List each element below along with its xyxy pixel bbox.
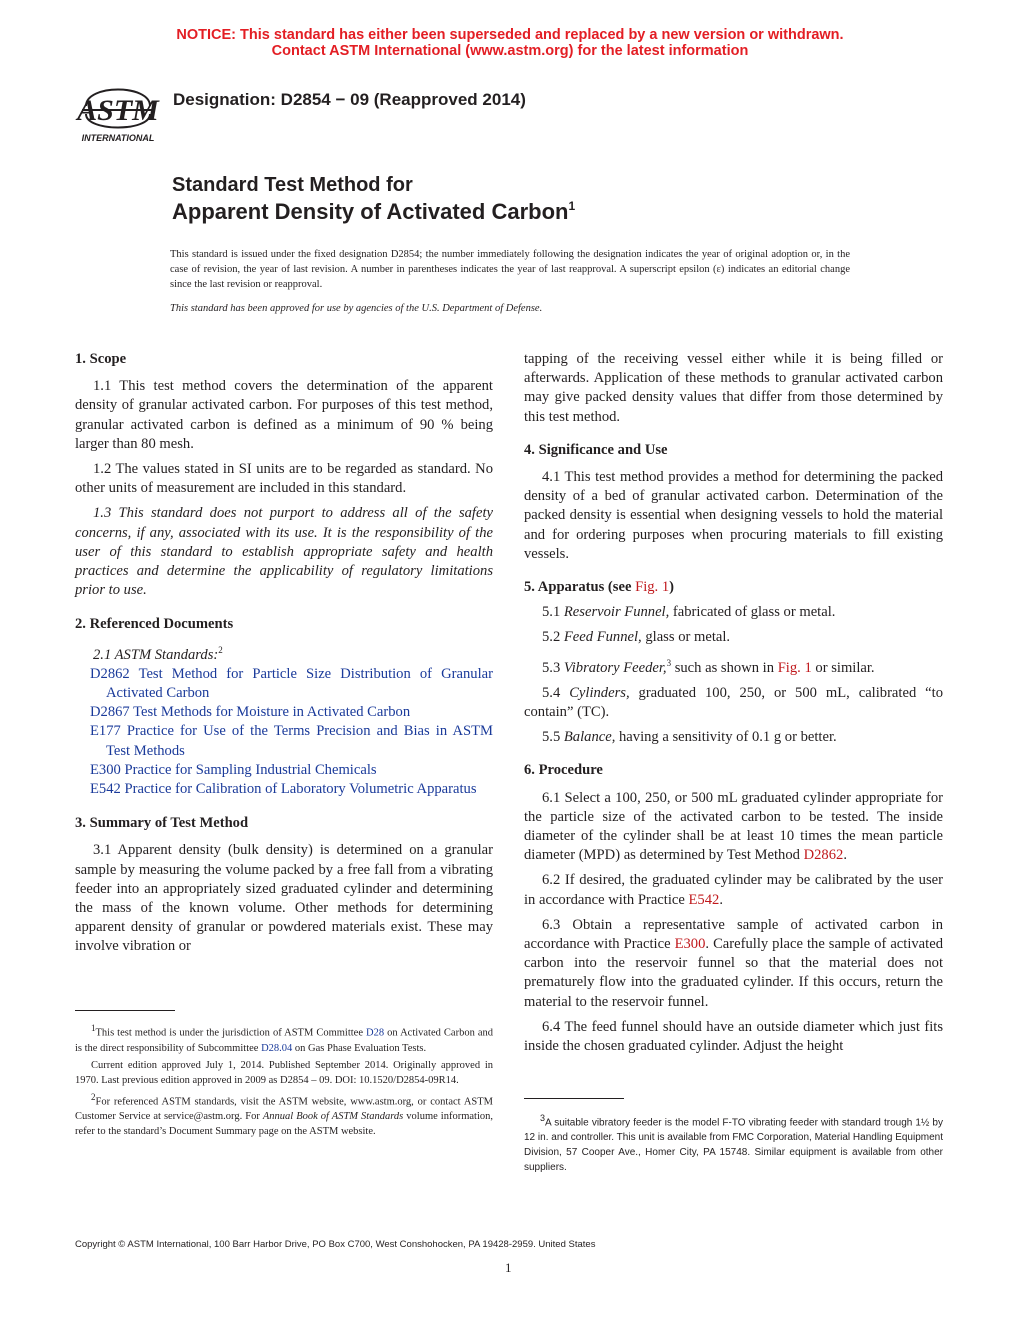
para-1-3: 1.3 This standard does not purport to address all of the safety concerns, if any, associated with its use. It is the responsibility of the user of this standard to establish appropriate safety and health practices and determine the applicability of regulatory limitations prior to use.: [75, 505, 493, 599]
para-5-4: 5.4 Cylinders, graduated 100, 250, or 500 mL, calibrated “to contain” (TC).: [524, 684, 944, 720]
ref-item[interactable]: E300 Practice for Sampling Industrial Chemicals: [90, 761, 377, 778]
para-5-1: 5.1 Reservoir Funnel, fabricated of glass or metal.: [542, 604, 836, 621]
footnote-1-edition: Current edition approved July 1, 2014. Published September 2014. Originally approved in 1970. Last previous edition approved in 2009 as D2854 – 09. DOI: 10.1520/D2854-09R14.: [75, 1059, 493, 1086]
para-5-3: 5.3 Vibratory Feeder,$^3$ such as shown in Fig. 1 or similar.: [542, 657, 875, 676]
para-5-5: 5.5 Balance, having a sensitivity of 0.1 g or better.: [542, 729, 837, 746]
section-1-heading: 1. Scope: [75, 351, 127, 367]
para-3-1: 3.1 Apparent density (bulk density) is determined on a granular sample by measuring the volume packed by a free fall from a vibrating feeder into an appropriately sized graduated cylinder and determining the mass of the known volume. Other methods for determining apparent density of granular or powdered materials exist. These may involve vibration or: [75, 842, 493, 955]
designation: Designation: D2854 − 09 (Reapproved 2014): [173, 90, 526, 109]
svg-text:ASTM: ASTM: [77, 94, 159, 127]
para-4-1: 4.1 This test method provides a method for determining the packed density of a bed of granular activated carbon. Determination of the packed density is essential when designing vessels to hold the material and for ordering purposes when procuring materials to fill existing vessels.: [524, 469, 943, 562]
footnote-1: $^1$This test method is under the jurisdiction of ASTM Committee D28 on Activated Carbon and is the direct responsibility of Subcommittee D28.04 on Gas Phase Evaluation Tests.: [75, 1023, 493, 1054]
fig-1-link[interactable]: Fig. 1: [777, 659, 812, 676]
ref-item[interactable]: D2867 Test Methods for Moisture in Activated Carbon: [90, 704, 411, 721]
para-6-4: 6.4 The feed funnel should have an outside diameter which just fits inside the chosen graduated cylinder. Adjust the height: [524, 1018, 943, 1054]
section-5-heading: 5. Apparatus (see Fig. 1): [524, 579, 675, 596]
footnote-3: $^3$A suitable vibratory feeder is the model F-TO vibrating feeder with standard trough 1½ by 12 in. and controller. This unit is available from FMC Corporation, Material Handling Equipment Division, 57 Cooper Ave., Homer City, PA 15748. Similar equipment is available from other suppliers.: [524, 1113, 943, 1174]
link-e542[interactable]: E542: [688, 891, 720, 908]
section-3-heading: 3. Summary of Test Method: [75, 815, 249, 832]
para-1-1: 1.1 This test method covers the determination of the apparent density of granular activated carbon. For purposes of this test method, granular activated carbon is defined as a minimum of 90 % being larger than 80 mesh.: [75, 378, 493, 452]
notice-line-1: NOTICE: This standard has either been superseded and replaced by a new version or withdrawn.: [176, 27, 844, 43]
section-4-heading: 4. Significance and Use: [524, 441, 668, 458]
fig-1-link[interactable]: Fig. 1: [635, 579, 670, 596]
footnotes-left: [75, 1021, 493, 1139]
left-column: [75, 350, 493, 957]
copyright: Copyright © ASTM International, 100 Barr Harbor Drive, PO Box C700, West Conshohocken, PA 19428-2959. United States: [75, 1239, 596, 1250]
title-line-1: Standard Test Method for: [172, 174, 413, 196]
para-6-1: 6.1 Select a 100, 250, or 500 mL graduated cylinder appropriate for the particle size of the activated carbon to be tested. The inside diameter of the cylinder shall be at least 10 times the mean particle diameter (MPD) as determined by Test Method D2862.: [524, 789, 943, 864]
para-5-2: 5.2 Feed Funnel, glass or metal.: [542, 629, 731, 646]
link-d2862[interactable]: D2862: [803, 847, 844, 864]
footnote-2: $^2$For referenced ASTM standards, visit the ASTM website, www.astm.org, or contact ASTM Customer Service at service@astm.org. For Annual Book of ASTM Standards volume information, refer to the standard’s Document Summary page on the ASTM website.: [75, 1091, 493, 1137]
svg-text:INTERNATIONAL: INTERNATIONAL: [81, 133, 155, 143]
notice-line-2: Contact ASTM International (www.astm.org) for the latest information: [271, 43, 749, 59]
astm-logo: [72, 70, 164, 146]
para-6-3: 6.3 Obtain a representative sample of activated carbon in accordance with Practice E300. Carefully place the sample of activated carbon into the reservoir funnel so that the material does not prematurely flow into the graduated cylinder. If this occurs, return the material to the reservoir funnel.: [524, 916, 943, 1010]
footnote-divider: [75, 1010, 175, 1011]
ref-item[interactable]: D2862 Test Method for Particle Size Distribution of Granular Activated Carbon: [90, 665, 493, 701]
dod-approval: This standard has been approved for use by agencies of the U.S. Department of Defense.: [170, 303, 543, 314]
footnote-divider: [524, 1098, 624, 1099]
link-e300[interactable]: E300: [674, 935, 706, 952]
right-column: [524, 350, 943, 1056]
ref-item[interactable]: E542 Practice for Calibration of Laboratory Volumetric Apparatus: [90, 780, 477, 797]
intro-paragraph: This standard is issued under the fixed designation D2854; the number immediately following the designation indicates the year of original adoption or, in the case of revision, the year of last revision. A number in parentheses indicates the year of last reapproval. A superscript epsilon (ε) indicates an editorial change since the last revision or reapproval.: [170, 249, 850, 290]
section-2-heading: 2. Referenced Documents: [75, 616, 234, 633]
para-2-1: 2.1 ASTM Standards:$^2$: [93, 644, 223, 663]
para-1-2: 1.2 The values stated in SI units are to be regarded as standard. No other units of measurement are included in this standard.: [75, 461, 493, 497]
ref-item[interactable]: E177 Practice for Use of the Terms Precision and Bias in ASTM Test Methods: [90, 723, 493, 759]
para-3-1-continued: tapping of the receiving vessel either while it is being filled or afterwards. Application of these methods to granular activated carbon may give packed density values that differ from those determined by this test method.: [524, 351, 943, 425]
link-d28[interactable]: D28: [366, 1027, 385, 1039]
page-number: 1: [505, 1260, 512, 1275]
title-line-2: Apparent Density of Activated Carbon$^1$: [172, 199, 576, 224]
section-6-heading: 6. Procedure: [524, 762, 603, 779]
link-d28-04[interactable]: D28.04: [261, 1042, 293, 1054]
footnotes-right: [524, 1111, 943, 1175]
para-6-2: 6.2 If desired, the graduated cylinder may be calibrated by the user in accordance with Practice E542.: [524, 872, 943, 908]
